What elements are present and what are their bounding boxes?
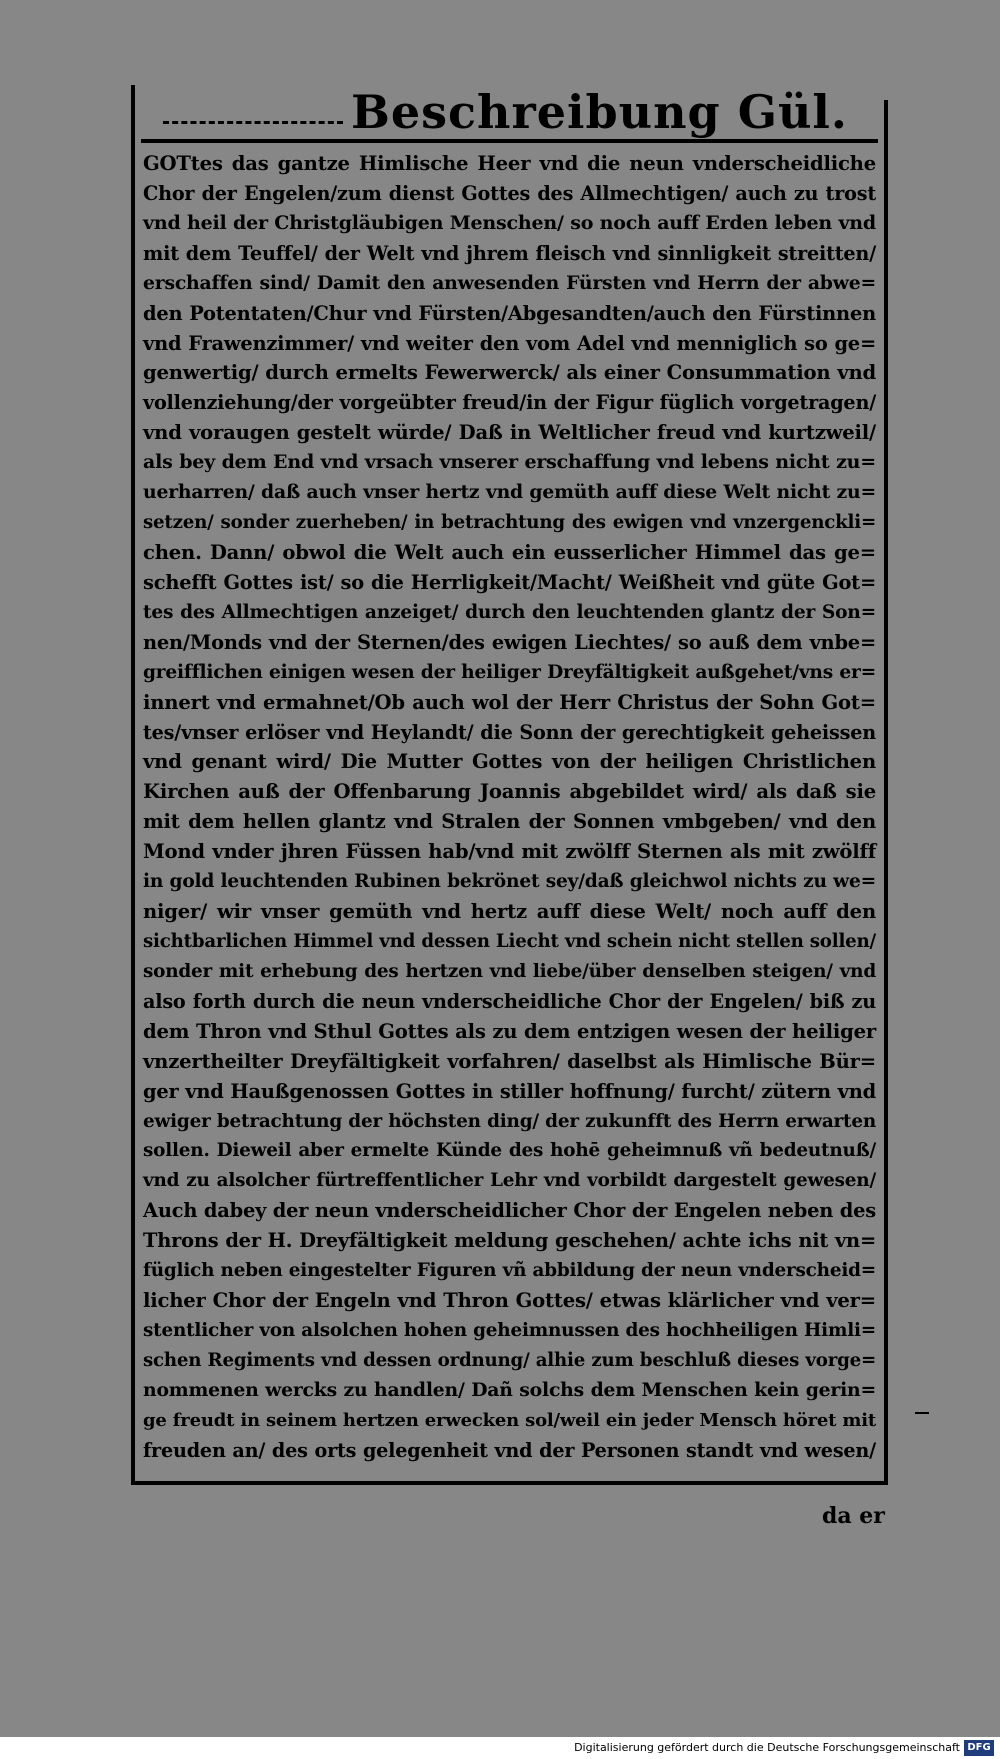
text-line: als bey dem End vnd vrsach vnserer erschaffung vnd lebens nicht zu= bbox=[143, 451, 876, 474]
text-line: mit dem Teuffel/ der Welt vnd jhrem fleisch vnd sinnligkeit streitten/ bbox=[143, 241, 876, 265]
text-line: chen. Dann/ obwol die Welt auch ein eusserlicher Himmel das ge= bbox=[143, 540, 876, 564]
text-line: Kirchen auß der Offenbarung Joannis abgebildet wird/ als daß sie bbox=[143, 780, 876, 804]
text-line: mit dem hellen glantz vnd Stralen der Sonnen vmbgeben/ vnd den bbox=[143, 810, 876, 834]
text-line: vnd genant wird/ Die Mutter Gottes von der heiligen Christlichen bbox=[143, 750, 876, 774]
text-line: freuden an/ des orts gelegenheit vnd der Personen standt vnd wesen/ bbox=[143, 1438, 876, 1462]
text-line: also forth durch die neun vnderscheidliche Chor der Engelen/ biß zu bbox=[143, 989, 876, 1013]
text-line: dem Thron vnd Sthul Gottes als zu dem entzigen wesen der heiliger bbox=[143, 1019, 876, 1043]
text-line: Auch dabey der neun vnderscheidlicher Chor der Engelen neben des bbox=[143, 1199, 876, 1223]
text-line: tes des Allmechtigen anzeiget/ durch den leuchtenden glantz der Son= bbox=[143, 601, 876, 623]
dfg-logo[interactable]: DFG bbox=[964, 1740, 994, 1756]
text-line: ewiger betrachtung der höchsten ding/ der zukunfft des Herrn erwarten bbox=[143, 1110, 876, 1132]
text-line: sonder mit erhebung des hertzen vnd liebe/über denselben steigen/ vnd bbox=[143, 960, 876, 982]
text-line: vnd Frawenzimmer/ vnd weiter den vom Adel vnd menniglich so ge= bbox=[143, 331, 876, 355]
footer-bar bbox=[0, 1737, 1000, 1759]
page-frame bbox=[131, 85, 888, 1485]
text-line: vollenziehung/der vorgeübter freud/in der Figur füglich vorgetragen/ bbox=[143, 391, 876, 415]
text-line: GOTtes das gantze Himlische Heer vnd die neun vnderscheidliche bbox=[143, 152, 876, 175]
text-line: sichtbarlichen Himmel vnd dessen Liecht vnd schein nicht stellen sollen/ bbox=[143, 930, 876, 952]
text-line: Throns der H. Dreyfältigkeit meldung geschehen/ achte ichs nit vn= bbox=[143, 1229, 876, 1253]
text-line: greifflichen einigen wesen der heiliger Dreyfältigkeit außgehet/vns er= bbox=[143, 661, 876, 683]
header-ornament-dashes bbox=[163, 121, 343, 127]
text-line: Mond vnder jhren Füssen hab/vnd mit zwölff Sternen als mit zwölff bbox=[143, 840, 876, 864]
right-border-rule bbox=[884, 100, 888, 1485]
text-line: genwertig/ durch ermelts Fewerwerck/ als einer Consummation vnd bbox=[143, 361, 876, 385]
text-line: erschaffen sind/ Damit den anwesenden Fürsten vnd Herrn der abwe= bbox=[143, 271, 876, 294]
text-line: tes/vnser erlöser vnd Heylandt/ die Sonn der gerechtigkeit geheissen bbox=[143, 720, 876, 744]
text-line: vnzertheilter Dreyfältigkeit vorfahren/ daselbst als Himlische Bür= bbox=[143, 1049, 876, 1073]
text-line: in gold leuchtenden Rubinen bekrönet sey/daß gleichwol nichts zu we= bbox=[143, 871, 876, 893]
running-head: Beschreibung Gül. bbox=[351, 85, 848, 139]
text-line: ger vnd Haußgenossen Gottes in stiller hoffnung/ furcht/ zütern vnd bbox=[143, 1079, 876, 1103]
text-line: nommenen wercks zu handlen/ Dañ solchs dem Menschen kein gerin= bbox=[143, 1378, 876, 1401]
text-line: schefft Gottes ist/ so die Herrligkeit/Macht/ Weißheit vnd güte Got= bbox=[143, 570, 876, 594]
text-line: niger/ wir vnser gemüth vnd hertz auff diese Welt/ noch auff den bbox=[143, 900, 876, 924]
text-line: vnd voraugen gestelt würde/ Daß in Weltlicher freud vnd kurtzweil/ bbox=[143, 421, 876, 445]
text-line: stentlicher von alsolchen hohen geheimnussen des hochheiligen Himli= bbox=[143, 1319, 876, 1341]
catchword: da er bbox=[822, 1503, 885, 1529]
header-rule bbox=[141, 139, 878, 143]
text-line: ge freudt in seinem hertzen erwecken sol/weil ein jeder Mensch höret mit bbox=[143, 1409, 876, 1431]
footer-credit: Digitalisierung gefördert durch die Deutsche Forschungsgemeinschaft bbox=[574, 1741, 960, 1754]
text-line: Chor der Engelen/zum dienst Gottes des Allmechtigen/ auch zu trost bbox=[143, 181, 876, 205]
text-line: schen Regiments vnd dessen ordnung/ alhie zum beschluß dieses vorge= bbox=[143, 1349, 876, 1371]
text-line: innert vnd ermahnet/Ob auch wol der Herr Christus der Sohn Got= bbox=[143, 690, 876, 714]
text-line: licher Chor der Engeln vnd Thron Gottes/ etwas klärlicher vnd ver= bbox=[143, 1289, 876, 1313]
text-line: uerharren/ daß auch vnser hertz vnd gemüth auff diese Welt nicht zu= bbox=[143, 481, 876, 504]
text-line: füglich neben eingestelter Figuren vñ abbildung der neun vnderscheid= bbox=[143, 1260, 876, 1282]
text-line: nen/Monds vnd der Sternen/des ewigen Liechtes/ so auß dem vnbe= bbox=[143, 630, 876, 654]
text-line: den Potentaten/Chur vnd Fürsten/Abgesandten/auch den Fürstinnen bbox=[143, 301, 876, 325]
text-line: vnd zu alsolcher fürtreffentlicher Lehr vnd vorbildt dargestelt gewesen/ bbox=[143, 1170, 876, 1192]
text-line: setzen/ sonder zuerheben/ in betrachtung des ewigen vnd vnzergenckli= bbox=[143, 512, 876, 534]
text-line: vnd heil der Christgläubigen Menschen/ so noch auff Erden leben vnd bbox=[143, 211, 876, 234]
margin-mark bbox=[915, 1412, 929, 1414]
bottom-border-rule bbox=[131, 1481, 888, 1485]
body-text bbox=[143, 149, 876, 1466]
text-line: sollen. Dieweil aber ermelte Künde des hohē geheimnuß vñ bedeutnuß/ bbox=[143, 1140, 876, 1162]
left-border-rule bbox=[131, 85, 135, 1485]
